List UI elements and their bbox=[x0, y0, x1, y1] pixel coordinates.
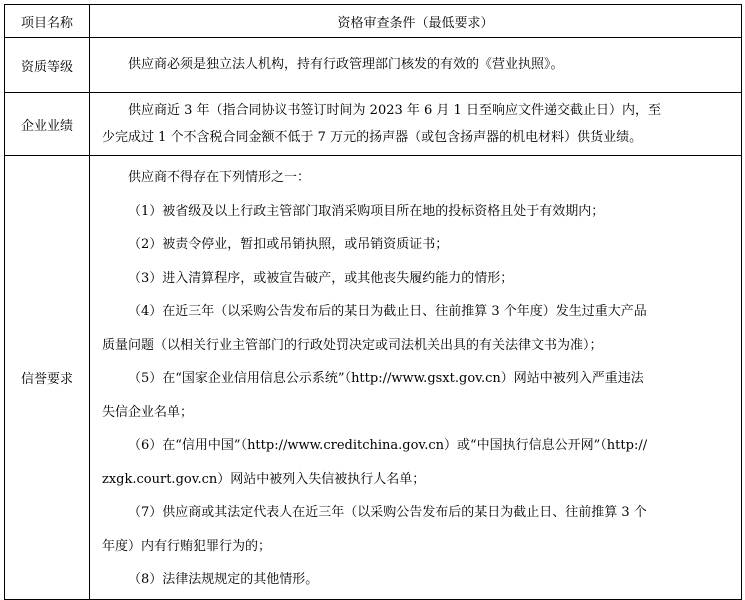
credit-intro: 供应商不得存在下列情形之一： bbox=[128, 170, 311, 185]
table-header-row bbox=[5, 5, 742, 38]
category-performance: 企业业绩 bbox=[5, 93, 90, 156]
credit-item-6-line-2: zxgk.court.gov.cn）网站中被列入失信被执行人名单； bbox=[102, 471, 426, 487]
credit-item-4-line-1: （4）在近三年（以采购公告发布后的某日为截止日、往前推算 3 个年度）发生过重大产品 bbox=[128, 304, 647, 319]
credit-list bbox=[102, 156, 731, 599]
credit-item-1: （1）被省级及以上行政主管部门取消采购项目所在地的投标资格且处于有效期内； bbox=[128, 203, 605, 219]
condition-performance bbox=[90, 93, 742, 156]
qualification-text: 供应商必须是独立法人机构，持有行政管理部门核发的有效的《营业执照》。 bbox=[128, 57, 564, 72]
table-row-qualification bbox=[5, 38, 742, 93]
header-item-name: 项目名称 bbox=[5, 5, 90, 38]
table-row-performance bbox=[5, 93, 742, 156]
credit-item-8: （8）法律法规规定的其他情形。 bbox=[128, 572, 319, 587]
category-qualification: 资质等级 bbox=[5, 38, 90, 93]
credit-item-6-line-1: （6）在“信用中国”（http://www.creditchina.gov.cn）或“中国执行信息公开网”（http:// bbox=[128, 438, 648, 453]
credit-item-5-line-1: （5）在“国家企业信用信息公示系统”（http://www.gsxt.gov.cn）网站中被列入严重违法 bbox=[128, 371, 644, 386]
performance-line-2: 少完成过 1 个不含税合同金额不低于 7 万元的扬声器（或包含扬声器的机电材料）供货业绩。 bbox=[102, 130, 643, 145]
table-row-credit bbox=[5, 156, 742, 600]
credit-item-7-line-2: 年度）内有行贿犯罪行为的； bbox=[102, 538, 272, 554]
header-conditions: 资格审查条件（最低要求） bbox=[90, 5, 742, 38]
category-credit: 信誉要求 bbox=[5, 156, 90, 600]
condition-qualification bbox=[90, 38, 742, 93]
credit-item-7-line-1: （7）供应商或其法定代表人在近三年（以采购公告发布后的某日为截止日、往前推算 3 个 bbox=[128, 505, 647, 520]
credit-item-2: （2）被责令停业，暂扣或吊销执照，或吊销资质证书； bbox=[128, 237, 449, 252]
credit-item-5-line-2: 失信企业名单； bbox=[102, 404, 194, 420]
condition-credit bbox=[90, 156, 742, 600]
credit-item-4-line-2: 质量问题（以相关行业主管部门的行政处罚决定或司法机关出具的有关法律文书为准）； bbox=[102, 337, 603, 353]
performance-line-1: 供应商近 3 年（指合同协议书签订时间为 2023 年 6 月 1 日至响应文件递交截止日）内，至 bbox=[128, 103, 661, 118]
credit-item-3: （3）进入清算程序，或被宣告破产，或其他丧失履约能力的情形； bbox=[128, 270, 514, 286]
qualification-requirements-table bbox=[4, 4, 742, 600]
